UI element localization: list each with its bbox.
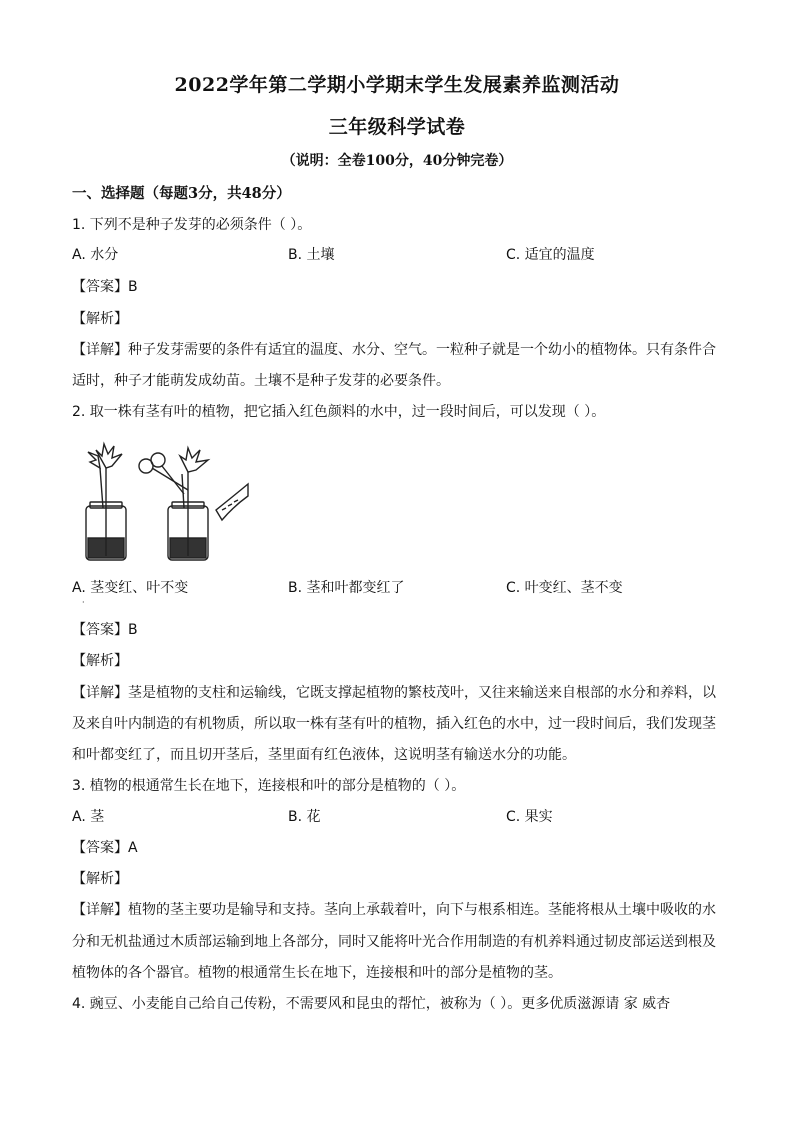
plant-in-red-water-illustration	[76, 438, 252, 564]
q3-stem: 3. 植物的根通常生长在地下，连接根和叶的部分是植物的（ ）。	[72, 778, 466, 794]
q1-option-b: B. 土壤	[288, 247, 335, 263]
q3-option-a: A. 茎	[72, 809, 105, 825]
q3-answer: 【答案】A	[72, 840, 138, 856]
q2-answer: 【答案】B	[72, 622, 138, 638]
q2-detail-line-1: 【详解】茎是植物的支柱和运输线，它既支撑起植物的繁枝茂叶，又往来输送来自根部的水分和养料，以	[72, 685, 716, 701]
exam-title: 2022学年第二学期小学期末学生发展素养监测活动	[174, 74, 620, 96]
q2-option-b: B. 茎和叶都变红了	[288, 580, 405, 596]
stray-mark: ·	[82, 598, 85, 607]
q1-option-a: A. 水分	[72, 247, 119, 263]
exam-note: （说明：全卷100分，40分钟完卷）	[281, 153, 513, 169]
q1-detail-line-2: 适时，种子才能萌发成幼苗。土壤不是种子发芽的必要条件。	[72, 373, 450, 389]
q1-option-c: C. 适宜的温度	[506, 247, 595, 263]
q1-answer: 【答案】B	[72, 279, 138, 295]
q2-detail-line-3: 和叶都变红了，而且切开茎后，茎里面有红色液体，这说明茎有输送水分的功能。	[72, 747, 576, 763]
q3-option-c: C. 果实	[506, 809, 553, 825]
q1-stem: 1. 下列不是种子发芽的必须条件（ ）。	[72, 217, 312, 233]
q4-stem: 4. 豌豆、小麦能自己给自己传粉，不需要风和昆虫的帮忙，被称为（ ）。更多优质滋源请 家 威杏	[72, 996, 671, 1012]
q1-detail-line-1: 【详解】种子发芽需要的条件有适宜的温度、水分、空气。一粒种子就是一个幼小的植物体。只有条件合	[72, 342, 716, 358]
q2-option-c: C. 叶变红、茎不变	[506, 580, 623, 596]
q3-detail-line-1: 【详解】植物的茎主要功是输导和支持。茎向上承载着叶，向下与根系相连。茎能将根从土壤中吸收的水	[72, 902, 716, 918]
q2-stem: 2. 取一株有茎有叶的植物，把它插入红色颜料的水中，过一段时间后，可以发现（ ）。	[72, 404, 606, 420]
q1-analysis-label: 【解析】	[72, 311, 128, 327]
q3-detail-line-3: 植物体的各个器官。植物的根通常生长在地下，连接根和叶的部分是植物的茎。	[72, 965, 562, 981]
q2-analysis-label: 【解析】	[72, 653, 128, 669]
q3-option-b: B. 花	[288, 809, 321, 825]
q2-detail-line-2: 及来自叶内制造的有机物质，所以取一株有茎有叶的植物，插入红色的水中，过一段时间后，我们发现茎	[72, 716, 716, 732]
exam-subtitle: 三年级科学试卷	[328, 116, 466, 138]
q3-analysis-label: 【解析】	[72, 871, 128, 887]
q2-option-a: A. 茎变红、叶不变	[72, 580, 189, 596]
q3-detail-line-2: 分和无机盐通过木质部运输到地上各部分，同时又能将叶光合作用制造的有机养料通过韧皮部运送到根及	[72, 934, 716, 950]
section-heading: 一、选择题（每题3分，共48分）	[72, 185, 291, 202]
